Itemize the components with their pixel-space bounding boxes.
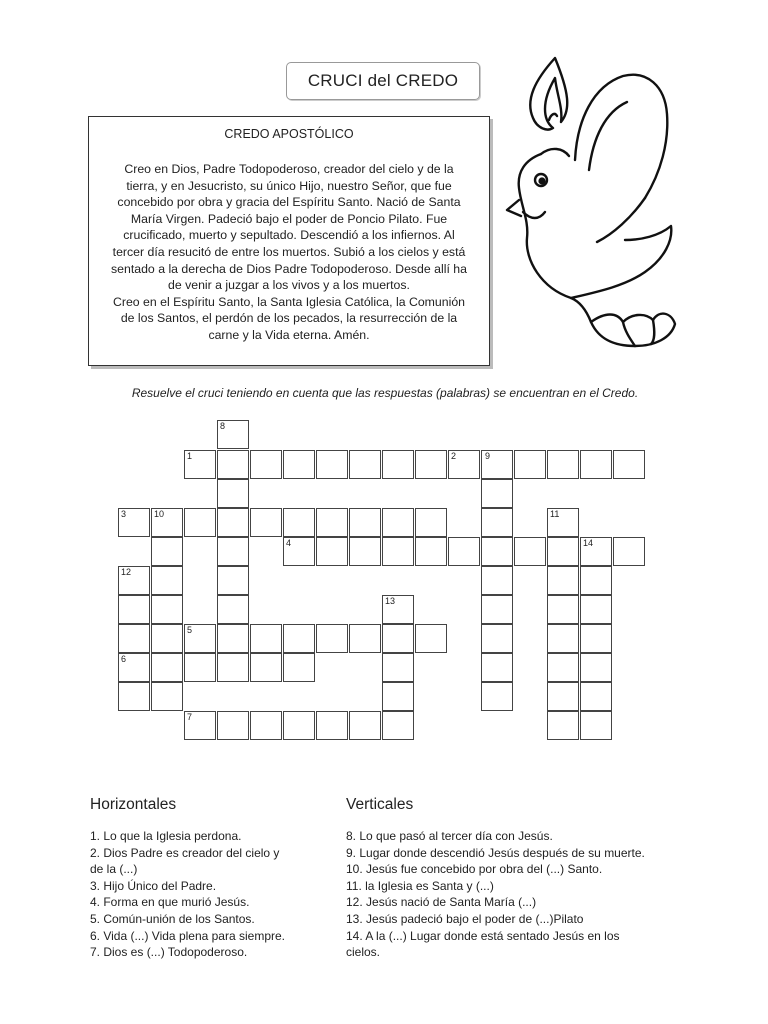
crossword-cell[interactable] <box>184 508 216 537</box>
crossword-cell[interactable] <box>415 450 447 479</box>
crossword-cell[interactable] <box>217 537 249 566</box>
crossword-cell[interactable] <box>382 624 414 653</box>
crossword-cell[interactable] <box>151 624 183 653</box>
crossword-cell[interactable] <box>382 711 414 740</box>
crossword-cell[interactable] <box>547 711 579 740</box>
crossword-cell[interactable] <box>217 653 249 682</box>
crossword-cell[interactable] <box>283 711 315 740</box>
clue-number: 13 <box>385 596 396 606</box>
crossword-cell[interactable] <box>316 537 348 566</box>
horizontal-clues <box>90 796 330 961</box>
crossword-cell[interactable] <box>349 508 381 537</box>
crossword-cell[interactable] <box>580 682 612 711</box>
crossword-cell[interactable] <box>547 595 579 624</box>
crossword-cell[interactable] <box>217 711 249 740</box>
clue-item: 9. Lugar donde descendió Jesús después de su muerte. <box>346 845 645 860</box>
crossword-cell[interactable] <box>316 711 348 740</box>
crossword-cell[interactable] <box>250 653 282 682</box>
clue-item: 6. Vida (...) Vida plena para siempre. <box>90 928 285 943</box>
crossword-cell[interactable] <box>151 682 183 711</box>
page-title: CRUCI del CREDO <box>307 71 459 90</box>
crossword-cell[interactable] <box>382 450 414 479</box>
clue-item: 5. Común-unión de los Santos. <box>90 911 255 926</box>
crossword-cell[interactable] <box>547 566 579 595</box>
crossword-cell[interactable] <box>217 566 249 595</box>
crossword-cell[interactable] <box>217 595 249 624</box>
crossword-cell[interactable] <box>448 537 480 566</box>
crossword-cell[interactable] <box>349 537 381 566</box>
crossword-cell[interactable] <box>250 624 282 653</box>
instructions: Resuelve el cruci teniendo en cuenta que las respuestas (palabras) se encuentran en el Credo. <box>131 386 639 400</box>
clue-number: 4 <box>286 538 292 548</box>
clue-item: 12. Jesús nació de Santa María (...) <box>346 895 537 910</box>
creed-line: Creo en el Espíritu Santo, la Santa Iglesia Católica, la Comunión <box>112 294 466 309</box>
crossword-cell[interactable] <box>580 711 612 740</box>
crossword-cell[interactable] <box>415 624 447 653</box>
clue-number: 1 <box>187 451 193 461</box>
creed-line: de venir a juzgar a los vivos y a los muertos. <box>168 278 410 293</box>
creed-line: crucificado, muerto y sepultado. Descendió a los infiernos. Al <box>123 228 455 243</box>
creed-line: carne y la Vida eterna. Amén. <box>208 327 370 342</box>
clue-item: 2. Dios Padre es creador del cielo y <box>90 845 280 860</box>
crossword-cell[interactable] <box>151 566 183 595</box>
clue-item: 14. A la (...) Lugar donde está sentado Jesús en los <box>346 928 620 943</box>
crossword-cell[interactable] <box>547 682 579 711</box>
crossword-cell[interactable] <box>415 508 447 537</box>
creed-line: tierra, y en Jesucristo, su único Hijo, nuestro Señor, que fue <box>126 178 452 193</box>
crossword-cell[interactable] <box>349 624 381 653</box>
crossword-cell[interactable] <box>184 653 216 682</box>
crossword-cell[interactable] <box>217 508 249 537</box>
crossword-cell[interactable] <box>514 537 546 566</box>
clue-item: 7. Dios es (...) Todopoderoso. <box>90 945 248 960</box>
crossword-cell[interactable] <box>481 508 513 537</box>
clue-number: 14 <box>583 538 594 548</box>
crossword-cell[interactable] <box>547 537 579 566</box>
crossword-cell[interactable] <box>415 537 447 566</box>
crossword-cell[interactable] <box>547 624 579 653</box>
crossword-cell[interactable] <box>481 566 513 595</box>
crossword-cell[interactable] <box>151 653 183 682</box>
vertical-clues <box>346 796 686 961</box>
clue-number: 8 <box>220 421 226 431</box>
crossword-cell[interactable] <box>217 624 249 653</box>
crossword-cell[interactable] <box>250 711 282 740</box>
crossword-cell[interactable] <box>250 508 282 537</box>
crossword-cell[interactable] <box>481 624 513 653</box>
crossword-cell[interactable] <box>580 595 612 624</box>
crossword-cell[interactable] <box>316 450 348 479</box>
clue-number: 11 <box>550 509 560 519</box>
crossword-cell[interactable] <box>580 450 612 479</box>
creed-line: María Virgen. Padeció bajo el poder de Poncio Pilato. Fue <box>130 211 448 226</box>
clue-number: 12 <box>121 567 132 577</box>
crossword-cell[interactable] <box>580 624 612 653</box>
crossword-cell[interactable] <box>547 450 579 479</box>
horizontal-clues-title: Horizontales <box>90 796 177 813</box>
crossword-cell[interactable] <box>151 537 183 566</box>
clue-item: 4. Forma en que murió Jesús. <box>90 895 250 910</box>
clue-number: 5 <box>187 625 193 635</box>
crossword-cell[interactable] <box>349 450 381 479</box>
crossword-cell[interactable] <box>217 479 249 508</box>
crossword-cell[interactable] <box>613 537 645 566</box>
crossword-cell[interactable] <box>481 595 513 624</box>
crossword-cell[interactable] <box>283 653 315 682</box>
crossword-cell[interactable] <box>547 653 579 682</box>
creed-line: concebido por obra y gracia del Espíritu Santo. Nació de Santa <box>117 195 461 210</box>
clue-item: 10. Jesús fue concebido por obra del (...) Santo. <box>346 862 603 877</box>
creed-line: de los Santos, el perdón de los pecados, la resurrección de la <box>120 311 458 326</box>
vertical-clues-title: Verticales <box>346 796 414 813</box>
crossword-cell[interactable] <box>283 508 315 537</box>
clue-item: cielos. <box>346 945 381 960</box>
clue-item: de la (...) <box>90 862 138 877</box>
creed-heading: CREDO APOSTÓLICO <box>224 127 354 141</box>
crossword-cell[interactable] <box>382 682 414 711</box>
crossword-cell[interactable] <box>481 682 513 711</box>
crossword-cell[interactable] <box>349 711 381 740</box>
clue-number: 6 <box>121 654 127 664</box>
crossword-cell[interactable] <box>316 508 348 537</box>
crossword-cell[interactable] <box>250 450 282 479</box>
crossword-cell[interactable] <box>283 450 315 479</box>
crossword-cell[interactable] <box>580 653 612 682</box>
crossword-cell[interactable] <box>580 566 612 595</box>
crossword-cell[interactable] <box>382 508 414 537</box>
crossword-cell[interactable] <box>613 450 645 479</box>
crossword-cell[interactable] <box>481 537 513 566</box>
creed-line: sentado a la derecha de Dios Padre Todopoderoso. Desde allí ha <box>111 261 467 276</box>
crossword-cell[interactable] <box>481 653 513 682</box>
crossword-cell[interactable] <box>316 624 348 653</box>
creed-line: Creo en Dios, Padre Todopoderoso, creador del cielo y de la <box>124 162 454 176</box>
crossword-cell[interactable] <box>382 537 414 566</box>
crossword-cell[interactable] <box>217 450 249 479</box>
clue-number: 10 <box>154 509 165 519</box>
crossword-cell[interactable] <box>283 624 315 653</box>
crossword-cell[interactable] <box>382 653 414 682</box>
crossword-cell[interactable] <box>481 479 513 508</box>
creed-line: tercer día resucitó de entre los muertos. Subió a los cielos y está <box>112 244 466 259</box>
clue-item: 3. Hijo Único del Padre. <box>90 878 217 893</box>
crossword-cell[interactable] <box>118 595 150 624</box>
crossword-cell[interactable] <box>514 450 546 479</box>
clue-number: 3 <box>121 509 127 519</box>
crossword-cell[interactable] <box>118 624 150 653</box>
clue-item: 11. la Iglesia es Santa y (...) <box>346 878 494 893</box>
clue-item: 8. Lo que pasó al tercer día con Jesús. <box>346 829 553 843</box>
clue-item: 1. Lo que la Iglesia perdona. <box>90 829 242 843</box>
crossword-cell[interactable] <box>118 682 150 711</box>
crossword-cell[interactable] <box>151 595 183 624</box>
clue-number: 7 <box>187 712 193 722</box>
clue-number: 9 <box>485 451 491 461</box>
clue-item: 13. Jesús padeció bajo el poder de (...)Pilato <box>346 911 584 926</box>
clue-number: 2 <box>451 451 457 461</box>
